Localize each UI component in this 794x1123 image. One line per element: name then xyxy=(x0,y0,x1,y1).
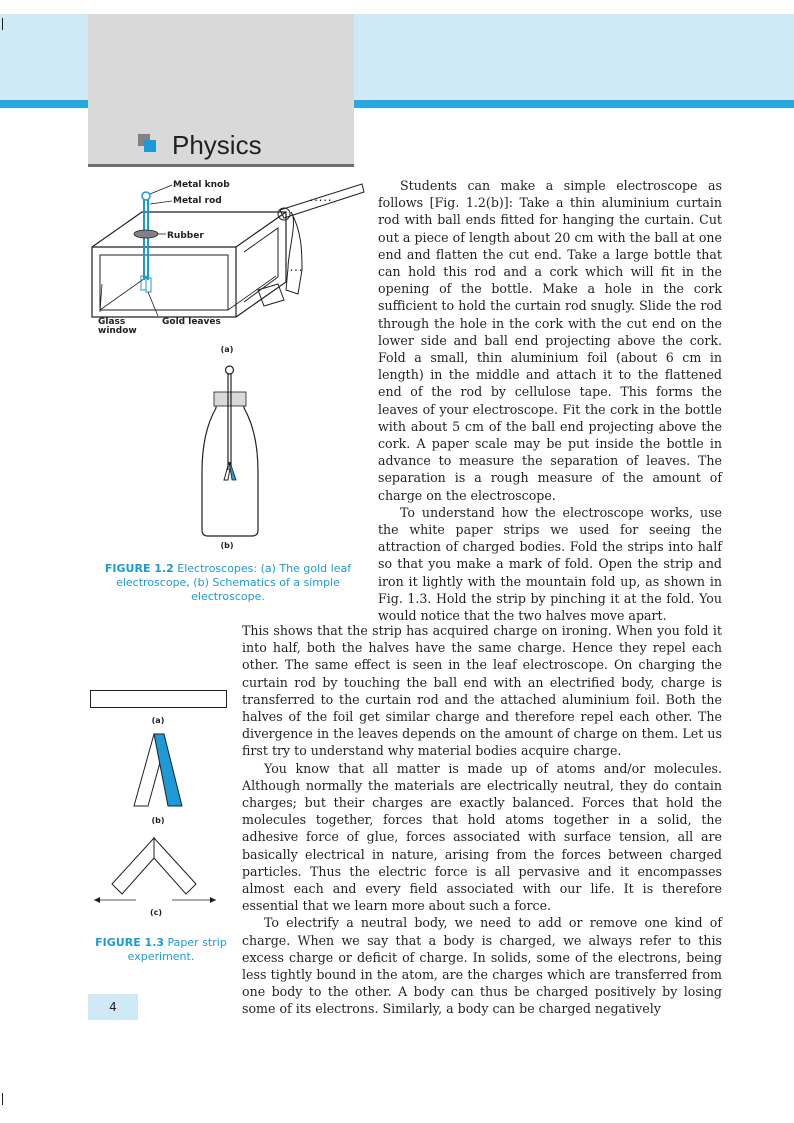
paragraph-strip-charge: This shows that the strip has acquired charge on ironing. When you fold it into half, both the halves have the same charge. Hence they repel each other. The same effect is seen in the leaf electroscope. On charging the curtain rod by touching the ball end with an electrified body, charge is transferred to the curtain rod and the attached aluminium foil. Both the halves of the foil get similar charge and therefore repel each other. The divergence in the leaves depends on the amount of charge on them. Let us first try to understand why material bodies acquire charge. xyxy=(242,623,722,759)
figure-1-2a-diagram xyxy=(88,172,368,342)
label-metal-rod: Metal rod xyxy=(173,196,222,206)
figure-1-3-caption xyxy=(88,936,234,964)
page-title: Physics xyxy=(172,130,262,160)
figure-1-3c-strip xyxy=(92,834,220,906)
figure-1-2b-label: (b) xyxy=(220,541,234,550)
paragraph-electroscope-build: Students can make a simple electroscope as follows [Fig. 1.2(b)]: Take a thin aluminium curtain rod with ball ends fitted for hanging the curtain. Cut out a piece of length about 20 cm with the ball at one end and flatten the cut end. Take a large bottle that can hold this rod and a cork which will fit in the opening of the bottle. Make a hole in the cork sufficient to hold the curtain rod snugly. Slide the rod through the hole in the cork with the cut end on the lower side and ball end projecting above the cork. Fold a small, thin aluminium foil (about 6 cm in length) in the middle and attach it to the flattened end of the rod by cellulose tape. This forms the leaves of your electroscope. Fit the cork in the bottle with about 5 cm of the ball end projecting above the cork. A paper scale may be put inside the bottle in advance to measure the separation of leaves. The separation is a rough measure of the amount of charge on the electroscope. xyxy=(378,178,722,503)
label-window: window xyxy=(98,326,137,336)
figure-1-3c-label: (c) xyxy=(149,908,163,917)
crop-mark-top xyxy=(2,18,3,30)
label-gold-leaves: Gold leaves xyxy=(162,317,221,327)
paragraph-matter-atoms: You know that all matter is made up of atoms and/or molecules. Although normally the materials are electrically neutral, they do contain charges; but their charges are exactly balanced. Forces that hold the molecules together, forces that hold atoms together in a solid, the adhesive force of glue, forces associated with surface tension, all are basically electrical in nature, arising from the forces between charged particles. Thus the electric force is all pervasive and it encompasses almost each and every field associated with our life. It is therefore essential that we learn more about such a force. xyxy=(242,760,722,914)
label-metal-knob: Metal knob xyxy=(173,180,230,190)
label-rubber: Rubber xyxy=(167,231,204,241)
svg-text:• • •: • • • xyxy=(290,268,303,274)
label-glass: Glass xyxy=(98,317,126,327)
body-narrow-column xyxy=(378,177,722,624)
figure-1-2-caption xyxy=(92,562,364,604)
header-divider xyxy=(88,164,354,167)
logo-square-blue xyxy=(144,140,156,152)
figure-1-2b-diagram xyxy=(190,362,270,538)
crop-mark-bottom xyxy=(2,1093,3,1105)
figure-1-2-caption-bold: FIGURE 1.2 xyxy=(104,562,174,575)
figure-1-2-caption-text: Electroscopes: (a) The gold leaf electroscope, (b) Schematics of a simple electroscope. xyxy=(116,562,352,603)
paragraph-electrify: To electrify a neutral body, we need to add or remove one kind of charge. When we say that a body is charged, we always refer to this excess charge or deficit of charge. In solids, some of the electrons, being less tightly bound in the atom, are the charges which are transferred from one body to the other. A body can thus be charged positively by losing some of its electrons. Similarly, a body can be charged negatively xyxy=(242,915,722,1017)
figure-1-3-caption-bold: FIGURE 1.3 xyxy=(95,936,165,949)
figure-1-3a-label: (a) xyxy=(151,716,165,725)
figure-1-3-caption-text: Paper strip experiment. xyxy=(127,936,227,963)
figure-1-2a-label: (a) xyxy=(220,345,234,354)
figure-1-3a-strip xyxy=(90,690,230,710)
figure-1-3b-strip xyxy=(130,732,190,810)
body-wide-column xyxy=(242,622,722,1018)
page-number: 4 xyxy=(88,994,138,1020)
paragraph-electroscope-works: To understand how the electroscope works, use the white paper strips we used for seeing the attraction of charged bodies. Fold the strips into half so that you make a mark of fold. Open the strip and iron it lightly with the mountain fold up, as shown in Fig. 1.3. Hold the strip by pinching it at the fold. You would notice that the two halves move apart. xyxy=(378,504,722,624)
svg-text:• • • • •: • • • • • xyxy=(310,198,332,204)
figure-1-3b-label: (b) xyxy=(151,816,165,825)
